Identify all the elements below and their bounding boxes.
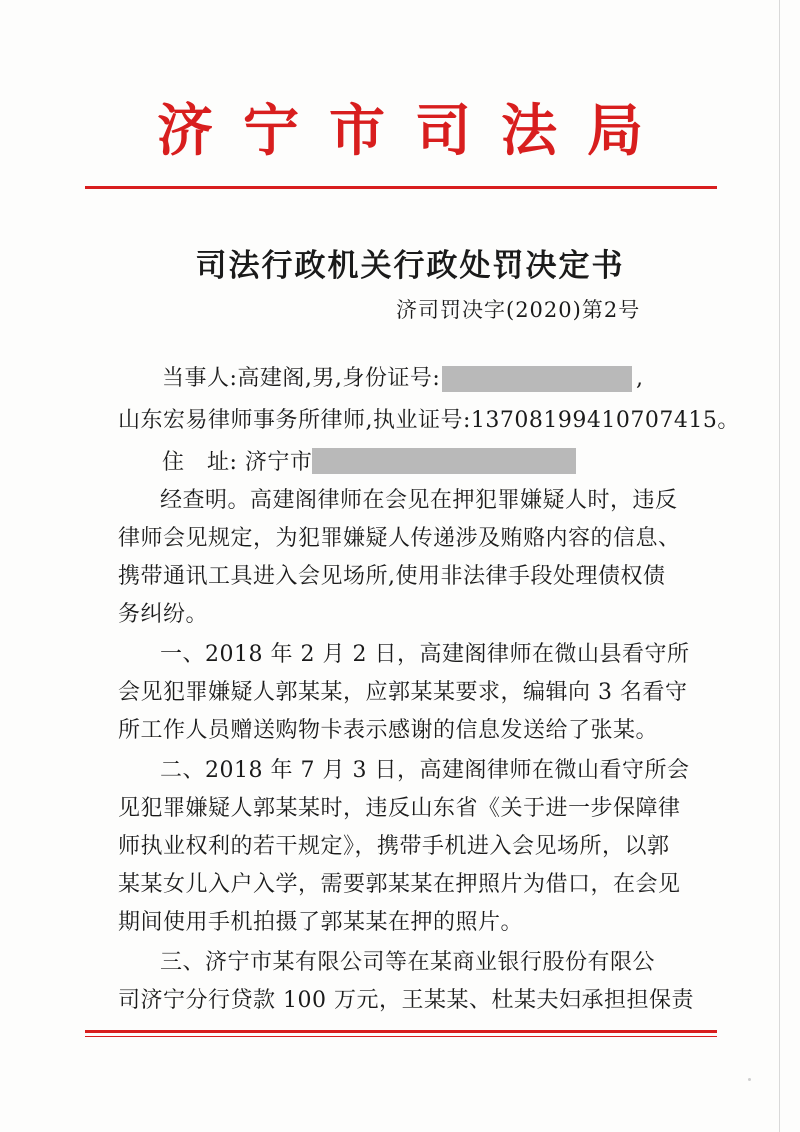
redacted-address bbox=[312, 448, 576, 474]
footer-red-rule-thin bbox=[85, 1036, 717, 1037]
body-line: 二、2018 年 7 月 3 日，高建阁律师在微山看守所会 bbox=[160, 758, 690, 783]
address-line bbox=[162, 448, 312, 478]
party-line-2: 山东宏易律师事务所律师,执业证号:13708199410707415。 bbox=[118, 408, 740, 433]
body-line: 携带通讯工具进入会见场所,使用非法律手段处理债权债 bbox=[118, 564, 666, 589]
body-line: 司济宁分行贷款 100 万元，王某某、杜某夫妇承担担保责 bbox=[118, 988, 694, 1013]
body-line: 律师会见规定，为犯罪嫌疑人传递涉及贿赂内容的信息、 bbox=[118, 526, 681, 551]
address-label: 住 址: bbox=[162, 450, 238, 475]
scan-page-edge bbox=[779, 0, 780, 1132]
party-line-1-suffix: , bbox=[636, 366, 644, 391]
party-line-1 bbox=[162, 364, 440, 394]
body-line: 经查明。高建阁律师在会见在押犯罪嫌疑人时，违反 bbox=[160, 488, 678, 513]
body-line: 所工作人员赠送购物卡表示感谢的信息发送给了张某。 bbox=[118, 718, 659, 743]
body-line: 某某女儿入户入学，需要郭某某在押照片为借口，在会见 bbox=[118, 872, 681, 897]
body-line: 会见犯罪嫌疑人郭某某，应郭某某要求，编辑向 3 名看守 bbox=[118, 680, 688, 705]
footer-red-rule bbox=[85, 1030, 717, 1033]
org-letterhead: 济宁市司法局 bbox=[157, 98, 673, 164]
body-line: 务纠纷。 bbox=[118, 602, 209, 627]
document-title: 司法行政机关行政处罚决定书 bbox=[195, 248, 625, 284]
body-line: 见犯罪嫌疑人郭某某时，违反山东省《关于进一步保障律 bbox=[118, 796, 681, 821]
address-value: 济宁市 bbox=[244, 450, 313, 475]
party-line-1-prefix: 当事人:高建阁,男,身份证号: bbox=[162, 366, 441, 391]
scan-artifact bbox=[748, 1078, 751, 1081]
document-number: 济司罚决字(2020)第2号 bbox=[396, 298, 641, 322]
body-line: 期间使用手机拍摄了郭某某在押的照片。 bbox=[118, 910, 524, 935]
body-line: 一、2018 年 2 月 2 日，高建阁律师在微山县看守所 bbox=[160, 642, 690, 667]
redacted-id-number bbox=[442, 366, 632, 392]
body-line: 三、济宁市某有限公司等在某商业银行股份有限公 bbox=[160, 950, 656, 975]
letterhead-red-rule bbox=[85, 186, 717, 189]
body-line: 师执业权利的若干规定》，携带手机进入会见场所，以郭 bbox=[118, 834, 670, 859]
